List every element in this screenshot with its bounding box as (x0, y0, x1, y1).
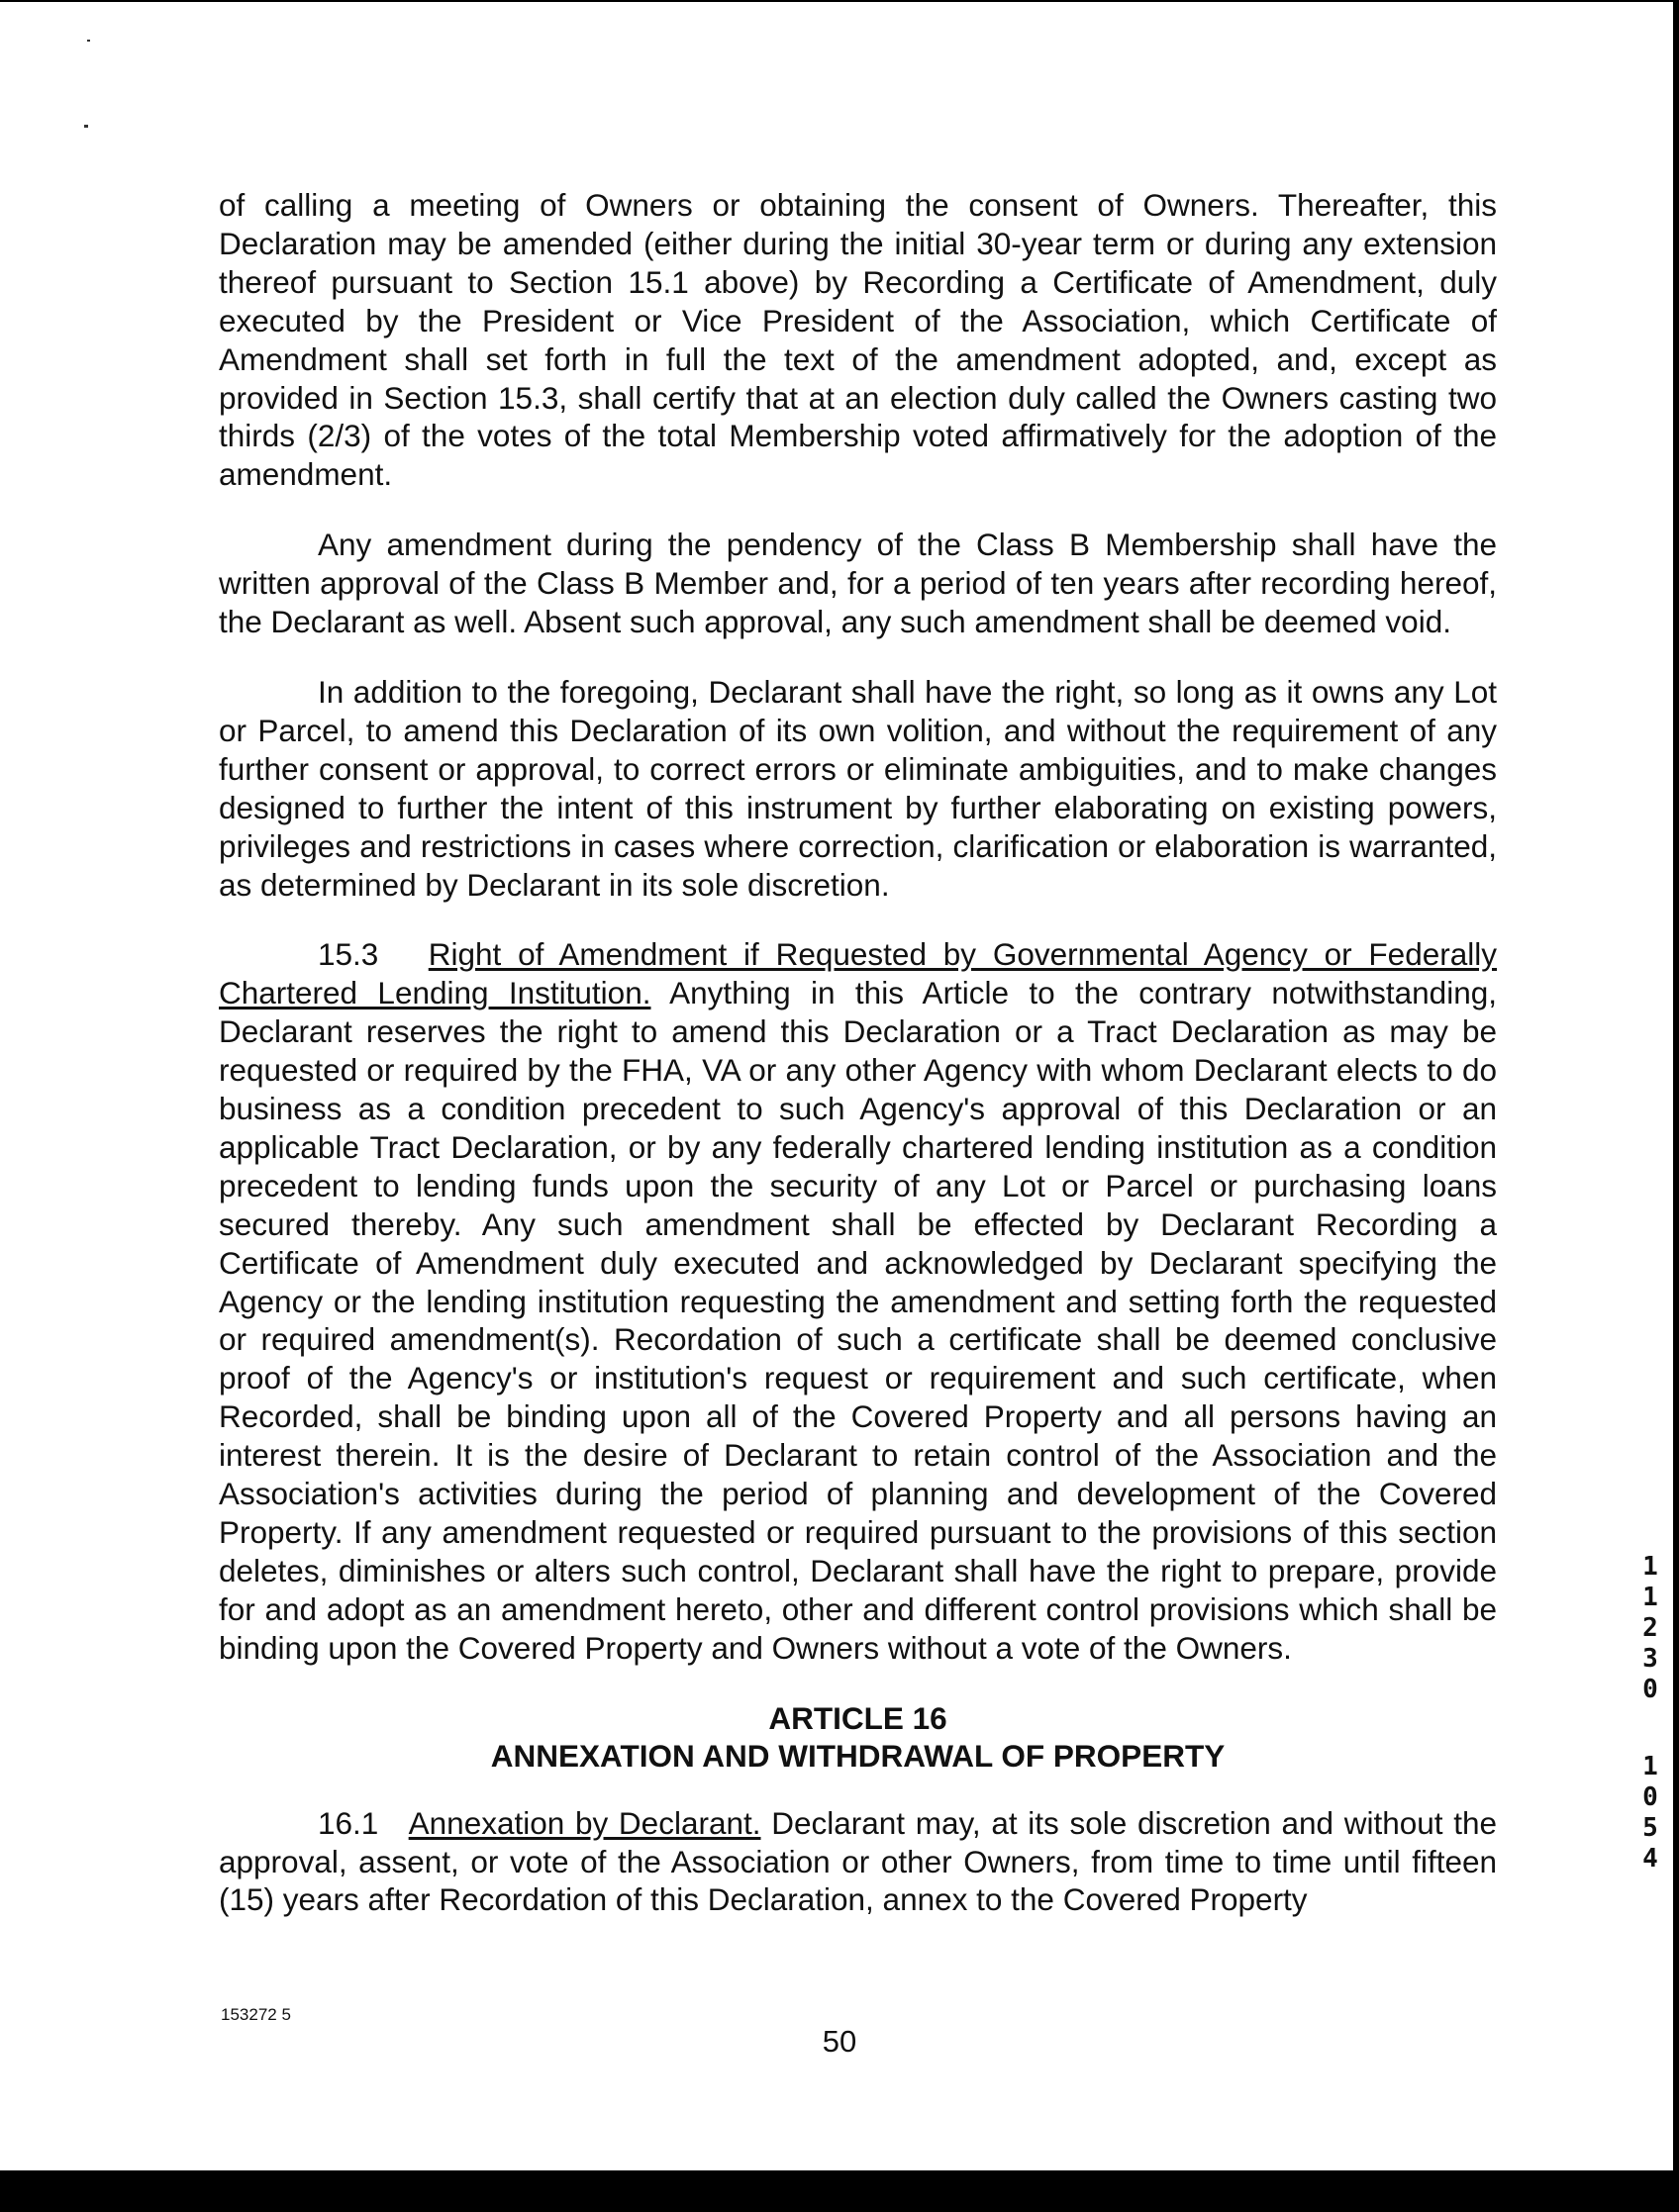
scan-speck (84, 125, 88, 128)
section-text: Anything in this Article to the contrary notwithstanding, Declarant reserves the right to amend this Declaration or a Tract Declaration as may be requested or required by the FHA, VA or any other Agency with whom Declarant elects to do business as a condition precedent to such Agency's approval of this Declaration or an applicable Tract Declaration, or by any federally chartered lending institution as a condition precedent to lending funds upon the security of any Lot or Parcel or purchasing loans secured thereby. Any such amendment shall be effected by Declarant Recording a Certificate of Amendment duly executed and acknowledged by Declarant specifying the Agency or the lending institution requesting the amendment and setting forth the requested or required amendment(s). Recordation of such a certificate shall be deemed conclusive proof of the Agency's or institution's request or requirement and such certificate, when Recorded, shall be binding upon all of the Covered Property and all persons having an interest therein. It is the desire of Declarant to retain control of the Association and the Association's activities during the period of planning and development of the Covered Property. If any amendment requested or required pursuant to the provisions of this section deletes, diminishes or alters such control, Declarant shall have the right to prepare, provide for and adopt as an amendment hereto, other and different control provisions which shall be binding upon the Covered Property and Owners without a vote of the Owners. (219, 975, 1497, 1666)
stamp-digit: 0 (1642, 1675, 1658, 1704)
section-16-1 (219, 1804, 1497, 1920)
section-15-3 (219, 935, 1497, 1667)
article-title: ANNEXATION AND WITHDRAWAL OF PROPERTY (490, 1737, 1226, 1774)
section-number: 16.1 (318, 1804, 379, 1841)
stamp-digit: 2 (1642, 1613, 1658, 1643)
stamp-digit: 1 (1642, 1583, 1658, 1612)
paragraph-continuation: of calling a meeting of Owners or obtaining the consent of Owners. Thereafter, this Declaration may be amended (either during the initial 30-year term or during any extension thereof pursuant to Section 15.1 above) by Recording a Certificate of Amendment, duly executed by the President or Vice President of the Association, which Certificate of Amendment shall set forth in full the text of the amendment adopted, and, except as provided in Section 15.3, shall certify that at an election duly called the Owners casting two thirds (2/3) of the votes of the total Membership voted affirmatively for the adoption of the amendment. (219, 187, 1497, 493)
paragraph-class-b-approval: Any amendment during the pendency of the Class B Membership shall have the written approval of the Class B Member and, for a period of ten years after recording hereof, the Declarant as well. Absent such approval, any such amendment shall be deemed void. (219, 527, 1497, 640)
document-body (219, 186, 1497, 1951)
document-id: 153272 5 (221, 2005, 291, 2024)
section-heading: Right of Amendment if Requested by Governmental Agency or Federally Chartered Lending Institution. (219, 936, 1497, 1011)
scan-border-bottom (0, 2170, 1679, 2212)
section-heading: Annexation by Declarant. (408, 1804, 761, 1841)
stamp-digit: 5 (1642, 1813, 1658, 1843)
section-text: Declarant may, at its sole discretion and without the approval, assent, or vote of the Association or other Owners, from time to time until fifteen (15) years after Recordation of this Declaration, annex to the Covered Property (219, 1804, 1497, 1918)
section-number: 15.3 (318, 936, 379, 973)
recording-stamp-column-1 (1639, 1552, 1661, 1705)
stamp-digit: 4 (1642, 1844, 1658, 1874)
article-number: ARTICLE 16 (768, 1699, 947, 1736)
article-heading (219, 1699, 1497, 1775)
stamp-digit: 3 (1642, 1644, 1658, 1674)
recording-stamp-column-2 (1639, 1752, 1661, 1875)
stamp-digit: 1 (1642, 1552, 1658, 1582)
paragraph-declarant-right: In addition to the foregoing, Declarant shall have the right, so long as it owns any Lot or Parcel, to amend this Declaration of its own volition, and without the requirement of any further consent or approval, to correct errors or eliminate ambiguities, and to make changes designed to further the intent of this instrument by further elaborating on existing powers, privileges and restrictions in cases where correction, clarification or elaboration is warranted, as determined by Declarant in its sole discretion. (219, 673, 1497, 903)
stamp-digit: 1 (1642, 1752, 1658, 1781)
stamp-digit: 0 (1642, 1782, 1658, 1812)
page-number: 50 (822, 2024, 857, 2059)
scan-speck (87, 40, 90, 42)
